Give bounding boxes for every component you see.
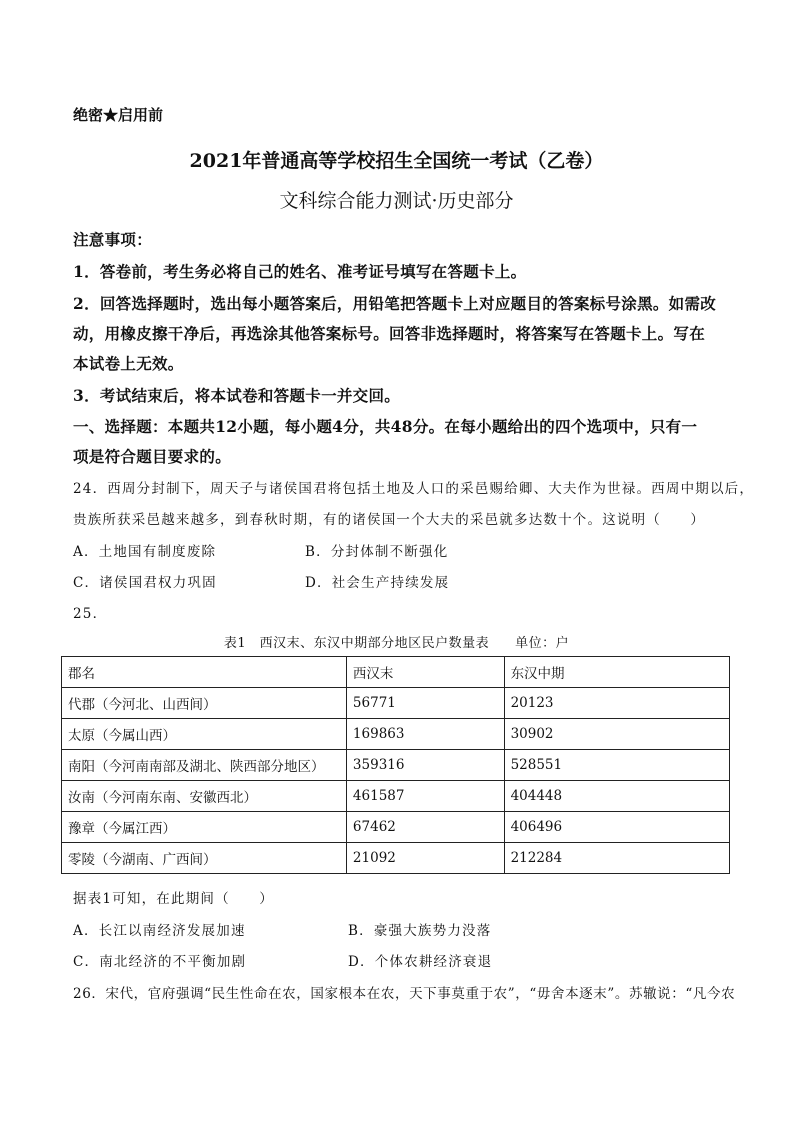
- table-cell: 406496: [504, 812, 729, 843]
- table-cell: 404448: [504, 781, 729, 812]
- table-row: [62, 688, 730, 719]
- table-unit: 单位：户: [515, 636, 570, 651]
- table-caption: [0, 632, 793, 651]
- table-cell: 豫章（今属江西）: [62, 812, 347, 843]
- q25-option-a: A．长江以南经济发展加速: [73, 923, 246, 939]
- q25-option-d: D．个体农耕经济衰退: [348, 954, 493, 970]
- notice-line: 3．考试结束后，将本试卷和答题卡一并交回。: [73, 386, 401, 405]
- header-cell: 西汉末: [346, 657, 504, 688]
- table-cell: 南阳（今河南南部及湖北、陕西部分地区）: [62, 750, 347, 781]
- exam-title: 2021年普通高等学校招生全国统一考试（乙卷）: [189, 150, 604, 172]
- secret-mark: 绝密★启用前: [73, 106, 164, 124]
- table-row: [62, 781, 730, 812]
- census-table: [61, 656, 730, 874]
- q24-stem-cont: 贵族所获采邑越来越多，到春秋时期，有的诸侯国一个大夫的采邑就多达数十个。这说明（ ）: [73, 512, 706, 528]
- table-row: [62, 719, 730, 750]
- q24-option-d: D．社会生产持续发展: [305, 575, 450, 591]
- q24-option-c: C．诸侯国君权力巩固: [73, 575, 217, 591]
- q26-stem: 26．宋代，官府强调“民生性命在农，国家根本在农，天下事莫重于农”，“毋舍本逐末”。苏辙说：“凡今农: [73, 986, 736, 1002]
- q24-option-b: B．分封体制不断强化: [305, 544, 449, 560]
- notice-line: 2．回答选择题时，选出每小题答案后，用铅笔把答题卡上对应题目的答案标号涂黑。如需改: [73, 294, 717, 313]
- q25-stem: 据表1可知，在此期间（ ）: [73, 891, 274, 907]
- table-cell: 67462: [346, 812, 504, 843]
- table-cell: 零陵（今湖南、广西间）: [62, 843, 347, 874]
- header-cell: 郡名: [62, 657, 347, 688]
- notice-line: 1．答卷前，考生务必将自己的姓名、准考证号填写在答题卡上。: [73, 262, 527, 281]
- q25-option-c: C．南北经济的不平衡加剧: [73, 954, 247, 970]
- table-caption-text: 表1 西汉末、东汉中期部分地区民户数量表: [223, 636, 490, 651]
- notice-heading: 注意事项：: [73, 230, 153, 249]
- table-cell: 528551: [504, 750, 729, 781]
- table-cell: 汝南（今河南东南、安徽西北）: [62, 781, 347, 812]
- table-cell: 太原（今属山西）: [62, 719, 347, 750]
- table-cell: 169863: [346, 719, 504, 750]
- q25-number: 25．: [73, 606, 108, 622]
- table-cell: 461587: [346, 781, 504, 812]
- section-heading: 一、选择题：本题共12小题，每小题4分，共48分。在每小题给出的四个选项中，只有一: [73, 417, 698, 436]
- q25-option-b: B．豪强大族势力没落: [348, 923, 492, 939]
- table-cell: 359316: [346, 750, 504, 781]
- table-cell: 21092: [346, 843, 504, 874]
- section-heading-cont: 项是符合题目要求的。: [73, 447, 232, 466]
- q24-stem: 24．西周分封制下，周天子与诸侯国君将包括土地及人口的采邑赐给卿、大夫作为世禄。西周中期以后，: [73, 481, 755, 497]
- table-cell: 56771: [346, 688, 504, 719]
- notice-line: 动，用橡皮擦干净后，再选涂其他答案标号。回答非选择题时，将答案写在答题卡上。写在: [73, 324, 706, 343]
- table-header-row: [62, 657, 730, 688]
- q24-option-a: A．土地国有制度废除: [73, 544, 217, 560]
- exam-subtitle: 文科综合能力测试·历史部分: [279, 190, 514, 212]
- table-cell: 30902: [504, 719, 729, 750]
- table-cell: 212284: [504, 843, 729, 874]
- table-row: [62, 750, 730, 781]
- table-row: [62, 812, 730, 843]
- notice-line: 本试卷上无效。: [73, 354, 184, 373]
- table-cell: 代郡（今河北、山西间）: [62, 688, 347, 719]
- table-cell: 20123: [504, 688, 729, 719]
- header-cell: 东汉中期: [504, 657, 729, 688]
- table-row: [62, 843, 730, 874]
